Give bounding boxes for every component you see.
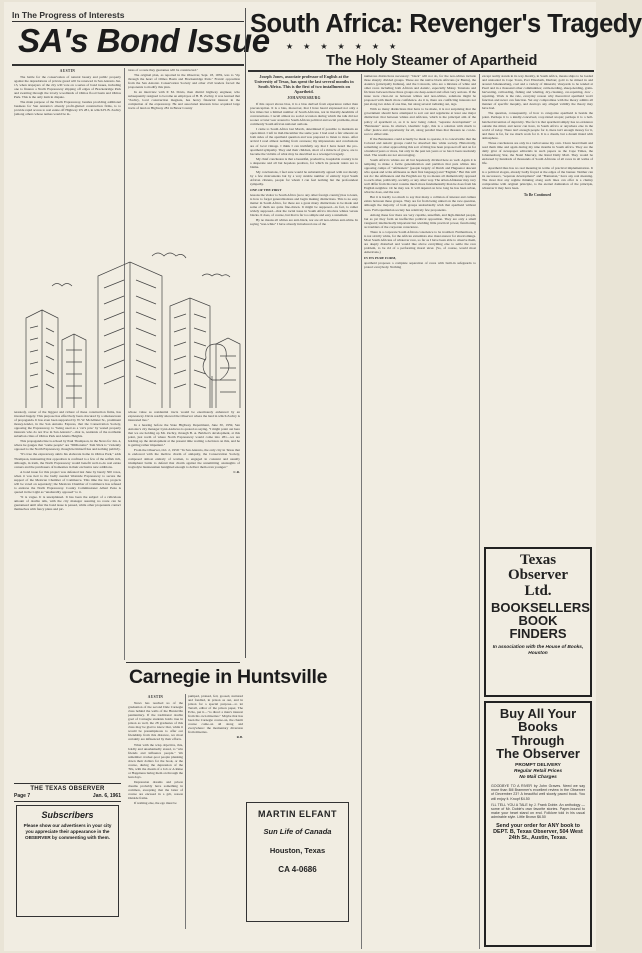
column-rule (479, 74, 480, 949)
paragraph: My chief conclusion is that a beautiful, productive, hospitable country is in a desperate and all but hopeless position, for which its present rulers are to blame. (250, 156, 358, 169)
bf-line5: BOOK FINDERS (509, 613, 567, 642)
column-rule (185, 694, 186, 929)
newspaper-page (4, 2, 642, 951)
headline-bond-issue: SA's Bond Issue (18, 22, 270, 59)
column-rule (361, 74, 362, 949)
paragraph: The original plan, as reported in the Observer, Sept. 18, 1959, was to "rip through the heart of Olmos Basin and Brackenridge Park." Frantic opposition from the San Antonio Conservation Society and other civil leaders forced the proponents to modify this plan. (128, 73, 240, 90)
buy-service: PROMPT DELIVERY (515, 763, 561, 768)
elfant-ad (246, 802, 349, 922)
elfant-name: MARTIN ELFANT (258, 809, 337, 819)
paragraph: If this report shows bias, it is a bias derived from experience rather than preconception. It is a bias, moreover, that I have heard expressed not only a few times but a limited number of South Africans, not in literally-headmits of conversations. I recall almost no social occasion during which the talk did not sooner or later veer around to South African political and social problems, most commonly South African national outlook. (250, 102, 359, 127)
buy-line2: Through (511, 732, 565, 748)
buy-line3: The Observer (496, 745, 580, 761)
sa-col3 (482, 74, 593, 542)
paragraph: South Africa's whites are all but hopelessly divided here as well. Again it is tempting to make a facile generalization and partition that puts whites into opposing camps of "Afrikaners" (people largely of Dutch and Huguenot descent who speak and write Afrikaans as their first language) and "English." But this will not do: the Afrikaners and the English are by no means all diametrically opposed to each other, politically, socially, or any other way. The urban Afrikaner may very well differ from his rural cousins much more fundamentally than he does from his English neighbor. Or he may not. It will depend on how long he has been urban, what he does, and the rest. (364, 157, 476, 195)
elfant-phone: CA 4-0686 (278, 865, 317, 874)
paragraph: Those conclusions are only in a verbal sense my own. I have heard them and read them time and again during my nine months in South Africa. They are the daily grist of newspaper editorials in such papers as the Cape Times, the Johannesburg Star, the Natal Mercury, the Rand Daily Mail. They would be endorsed by hundreds of thousands of South Africans of all races in all walks of life. (482, 140, 593, 165)
bond-col2-bottom (128, 410, 240, 660)
subhead-rule (248, 70, 594, 72)
buy-item: GOODBYE TO A RIVER by John Graves. Need we say more than Bill Brammer's excellent review in the Observer of December 23? A beautiful well slowly paced book. You will enjoy it. Knopf $4.50 (491, 784, 585, 801)
paragraph: except reality stands in its way. Reality, in South Africa, means ships to be loaded and unloaded in Cape Town, Port Elizabeth, Durban; gold to be mined in and around Johannesburg, coal and a variety of minerals; vineyards to be tended at Paarl and in a thousand other communities; cattle-herding, sheep-herding, grain-harvesting, railroading, fishing and whaling, dry-cleaning, car-repairing, dow - repairing. Work is the rule, everyday reason why theoretical apartheid won't function and never can function. Yet any compromise with the theory admits all manner of specific inequity, and destroys any alleged validity the theory may have had. (482, 74, 593, 111)
paragraph: pumped, praised, fed, goosed, nurtured and fondled, in prison as out, and in prison for a special purpose—to let Terrell, editor of the prison paper, The Echo, put it—"to direct a man's interest from his own miseries." Maybe that has been the Carnegie course-on, the charm course come-on all along and everywhere: the momentary diversion from miseries. (188, 694, 243, 735)
paragraph: I came to South Africa last March, determined if possible to maintain an open mind. I left in mid-December the same year. I had read a fair amount on both sides of the apartheid question and was prepared to listen to more. After arrival I read almost nothing from overseas; my impressions and conclusions are of local vintage. I think I can truthfully say that I have heard the pro-apartheid sympathy. They and their children, short of a miracle of grace, are to become the victims of what may be described as a revenger's tragedy. (250, 127, 358, 156)
carnegie-col2 (188, 694, 243, 804)
buy-prices: Regular Retail Prices (514, 769, 562, 774)
buy-item: I'LL TELL YOU A TALE by J. Frank Dobie. An anthology —some of Mr. Dobie's own favorite stories. Paper-bound to make your heart stand on end. Folklore told in his usual admirable style. Little Brown $6.50 (491, 802, 585, 820)
column-rule (124, 410, 125, 660)
signature: C.R. (233, 469, 240, 474)
bf-line1: Texas (519, 552, 557, 568)
paragraph: Depression dreams and prison dreams probably have something in common, excepting that the latter of course are encased in a grit, reason Outside frame. (128, 779, 183, 801)
footer-date: Jan. 6, 1961 (92, 793, 121, 799)
paragraph: "It's true the expressway skirts his elaborate home in Olmos Park," adds Thompson, insinuating that opposition is confined to a few of the selfish rich, although, in truth, the North Expressway would benefit well-to-do real estate owners and the purchasers of homesites in their exclusive new additions. (14, 452, 121, 469)
paragraph: This propaganda line is echoed by Paul Thompson, in the News for Jan. 4, where he gauges that "some people" are "Millionaire" Tom Slick is "violently opposed to the North Expressway, though he himself has and nothing publicly. (14, 439, 121, 452)
paragraph: There is a corporate South African conscience to be troubled. Furthermore, it is not strictly white, for the African extremists also must answer for shortcomings. Most South Africans of whatever race, so far as I have been able to observe them, are deeply disturbed and would like above everything else to settle the race problem, to be rid of a perforating moral ulcer. (So, of course, would most Americans.) (364, 229, 476, 254)
bf-line4: BOOKSELLERS (491, 599, 590, 615)
kicker: In The Progress of Interests (12, 10, 125, 20)
paragraph: The battle for the conservation of natural beauty and public property against the depredations of private greed will be renewed in San Antonio Jan. 13, when taxpayers of the city will vote on a series of bond issues, including one to finance a North Expressway slipping off edges of Brackenridge Park and swatting through the lovely woodlands of Olmos flood basin and Olmos Park. This is the only item in dispute. (14, 75, 121, 100)
paragraph: My conclusions, I feel sure would be substantially agreed with not merely by a few malcontents but by a very sizable number of entirely loyal South African citizens, people for whom I can feel nothing but the profoundest sympathy. (250, 169, 358, 186)
footer-title: THE TEXAS OBSERVER (30, 786, 105, 792)
paragraph: terested), owner of the biggest and richest of these construction firms, has invested hugely. This purpose has effectively been obscured by a smokescreen of propaganda. It has even been supported by W. W. McAllister Sr., prominent money-lender, in the San Antonio Express, that the Conservation Society, opposing the Expressway, is "being used as a 'cat's paw' by vested property interests who do not live in San Antonio"—that is, residents of the northside suburban cities of Olmos Park and Alamo Heights. (14, 410, 121, 439)
section-divider (245, 8, 246, 658)
drop-lead: ONE OF THE FIRST (250, 187, 282, 192)
paragraph: News has reached us of the graduation of the second Dale Carnegie class behind the walls of the Huntsville penitentiary. If the traditional double goal of Carnegie students holds true in prison as well, the 28 graduates of this class may be glad to know that, while it would be presumptuous to offer our friendship from this distance, we most certainly are influenced by their efforts. (128, 701, 183, 742)
paragraph: Among these few there are very capable, unselfish, and high-minded people, but as yet they form an ineffective political opposition. They are only a small vanguard; intellectually important but wielding little practical power, functioning as troublers of the corporate conscience. (364, 212, 476, 229)
paragraph: If nothing else, the ego must be (134, 801, 177, 806)
city-skyline-illustration (12, 248, 244, 408)
paragraph: apartheid proposes a complete separation of races with built-in safeguards to protect everybody. Nothing (364, 261, 476, 270)
subscribers-box (16, 805, 119, 917)
buy-order: Send your order for ANY book to DEPT. B, Texas Observer, 504 West 24th St., Austin, Texas. (493, 822, 583, 842)
paragraph: numerous distinctions necessary: "black" will not do, for the non-whites include three sharply divided groups. These are the native black Africans (or Bantu), the Asiatics (principally Indians), and the Coloreds, who are a mixture of white and other races including both African and Asiatic, especially Malay. Tensions and frictions between these three groups are deep-seated and often very serious. If the issue were clear-cut as between whites and non-whites, solutions might be proposed with much more confidence. As it is, there are conflicting interests not just along two sides of one line, but along several radiating out, tags. (364, 74, 476, 107)
paragraph: But it is hardly too much to say that many a collision of interest and culture exists between these groups. They are far from being united on the race question, although the majority of both groups undoubtedly wish that apartheid without tears. Full equalitarian society has relatively few proponents. (364, 195, 476, 212)
subhead-holy-steamer: The Holy Steamer of Apartheid (326, 53, 538, 69)
sa-col2 (364, 74, 476, 947)
carnegie-col1 (128, 694, 183, 929)
bond-col2-top (128, 68, 240, 246)
masthead-footer (14, 783, 121, 802)
to-be-continued: To Be Continued (523, 193, 552, 198)
sa-col1 (250, 74, 358, 799)
footer-page: Page 7 (14, 793, 31, 799)
paragraph: From the Observer, Oct. 2, 1959: "In San Antonio, the only city in Texas that is endowed with the mellow charm of antiquity, the Conservation Society, composed almost entirely of women, is engaged in constant and usually triumphant battle to defend that charm against the unremitting onslaughts of troglodyte businessmen benighted enough to deliver them even younger." (128, 448, 240, 469)
paragraph: With so many distinctions that have to be made, it is not surprising that the government should have attempted to sort out and regularize at least one major distinction: that between whites and Africans, which is the principal aim of the policy of apartheid or, as it is now being called, "separate development" or "Bantustan" areas. In abstract, idealistic logic, this is a solution with much to offer: justice and opportunity for all, along parallel lines that threaten no col-de-sacs to either side. (364, 107, 476, 136)
carnegie-rule (126, 662, 240, 663)
carnegie-signature: R.B. (236, 735, 243, 740)
paragraph: By no means all whites are anti-black, nor are all non-whites anti-white. In saying "non-white" I have already introduced one of the (250, 218, 358, 227)
carnegie-dateline: AUSTIN (147, 695, 164, 699)
subscribers-body: Please show our advertisers in your city you appreciate their appearance in the OBSERVER by commenting with them. (23, 823, 112, 840)
paragraph: The main purpose of the North Expressway, besides providing additional business for San Antonio's already profit-glutted construction firms, is to provide rapid access to real estate off Highway US 281, in which H. B. Zachry (among others whose names would be in- (14, 100, 121, 117)
paragraph: In an interview with P. M. Davis, then district highway engineer, who subsequently resigned to become an employee of H. B. Zachry, it was learned that "Zachry, local construction magnate, has heavy financial interest in the completion of the expressway. He and associated interests have acquired large tracts of land on Highway 281 in Bexar County (128, 90, 240, 111)
bond-col1-bottom (14, 410, 121, 780)
buy-charges: No Mail Charges (519, 775, 557, 780)
bf-line3: Ltd. (524, 582, 552, 599)
bf-association: In association with the House of Books, Houston (492, 644, 584, 656)
bookfinders-ad (484, 547, 592, 697)
paragraph: whose value as residential tracts would be enormously enhanced by an expressway. Davis readily showed the Observer where the land in which Zachry is interested lies." (128, 410, 240, 423)
paragraph: Apartheid thus has no real meaning in terms of practical implementation. It is a political slogan, already badly frayed at the edges of the banner. Neither can its successors, "separate development" and "Bantustan," have any real meaning. The most that any regime thinking along such lines can offer is a clumsy compromise with original principle, to the eternal damnation of the principle, whatever it may have been. (482, 166, 593, 191)
headline-south-africa: South Africa: Revenger's Tragedy (250, 10, 642, 38)
headline-carnegie: Carnegie in Huntsville (129, 666, 328, 688)
author-note: Joseph Jones, associate professor of English at the University of Texas, has spent the last several months in South Africa. This is the first of two installments on Apartheid. (254, 74, 354, 94)
bf-line2: Observer (508, 567, 568, 584)
sa-dateline: JOHANNESBURG (287, 96, 321, 100)
headline-rule (12, 64, 244, 66)
drop-lead: IN ITS PURE FORM, (364, 256, 397, 261)
elfant-city: Houston, Texas (269, 846, 326, 855)
dateline: AUSTIN (59, 69, 76, 73)
paragraph: tures of a route they guarantee will be constructed." (128, 68, 199, 72)
paragraph: A bond issue for this project was defeated last June by barely 300 votes, when it was tied to the badly needed Westside Expressway to secure the support of the Mexican Chamber of Commerce. This time the two projects will be voted on separately; the Mexican Chamber of Commerce has refused to endorse the North Expressway. County Commissioner Albert Pena is quoted in the Light as "unalterably opposed" to it. (14, 469, 121, 494)
buy-line1: Buy All Your Books (499, 706, 577, 735)
paragraph: "It is vague. It is unexplained. It has been the subject of a ridiculous amount of double talk, with the city manager assuring no route can be guaranteed until after the bond issue is passed, while other proponents contact themselves with fancy plans and pic- (14, 494, 121, 512)
buy-books-ad (484, 701, 592, 947)
star-divider: ★★★★★★★ (286, 42, 407, 51)
elfant-company: Sun Life of Canada (263, 827, 332, 836)
paragraph: The question, consequently, of how to categorize apartheid is beside the point. Perhaps it is a kindly-conceived, rosy-tinted utopia; perhaps it is a bell-hatched invention of depravity. The fact is that apartheid simply has no existence outside the mind, and never can have, in South Africa or anywhere else in the world of today. There isn't enough people for it, there isn't enough money for it, and there is far, far too much work for it. It is a dream, but a dream tinted with atmosphere. (482, 111, 593, 140)
paragraph: If the Bantustans could actually be made to operate, it is conceivable that the Colored and Asiatic groups could be absorbed into white society. Historically, something or other approaching this sort of thing has been proposed off and on for a hundred years or more, but only in the past ten years or so has it been resolutely tried. The results are not encouraging. (364, 136, 476, 157)
paragraph: What with the wisp objective, this, boldly and unashamedly stated, to "win friends and influence people." We remember cracker-poor people plunking down their dollars for the book, or the course, during the depression of the '30s, with the dream of a Job or A Raise or Happiness luring them on through the lean days. (128, 742, 183, 779)
paragraph: In a hearing before the State Highway Department, June 30, 1959, San Antonio's city manager Lynn Andrews is quoted as saying, "I might point out here that we are holding up Mr. Zachry, through B. A. Belcher's development, at this point, just north of where North Expressway would come into 281—we are holding up the development at the present time waiting a decision on this, and he is getting rather impatient." (128, 423, 240, 448)
subscribers-title: Subscribers (41, 810, 94, 820)
skyline-drawing (12, 248, 244, 408)
bond-col1-top (14, 68, 121, 246)
paragraph: lessons the visitor to South Africa (as to any other foreign country) has to learn, is how to forget generalizations and begin making distinctions. This is no easy matter in South Africa, for there are a great many distinctions to be made and some of them are quite fine-drawn. It might be supposed—in fact, is rather widely supposed—that the racial issue in South Africa involves whites versus blacks. It does, of course, but that is far too simple and easy a statement. (250, 193, 359, 218)
